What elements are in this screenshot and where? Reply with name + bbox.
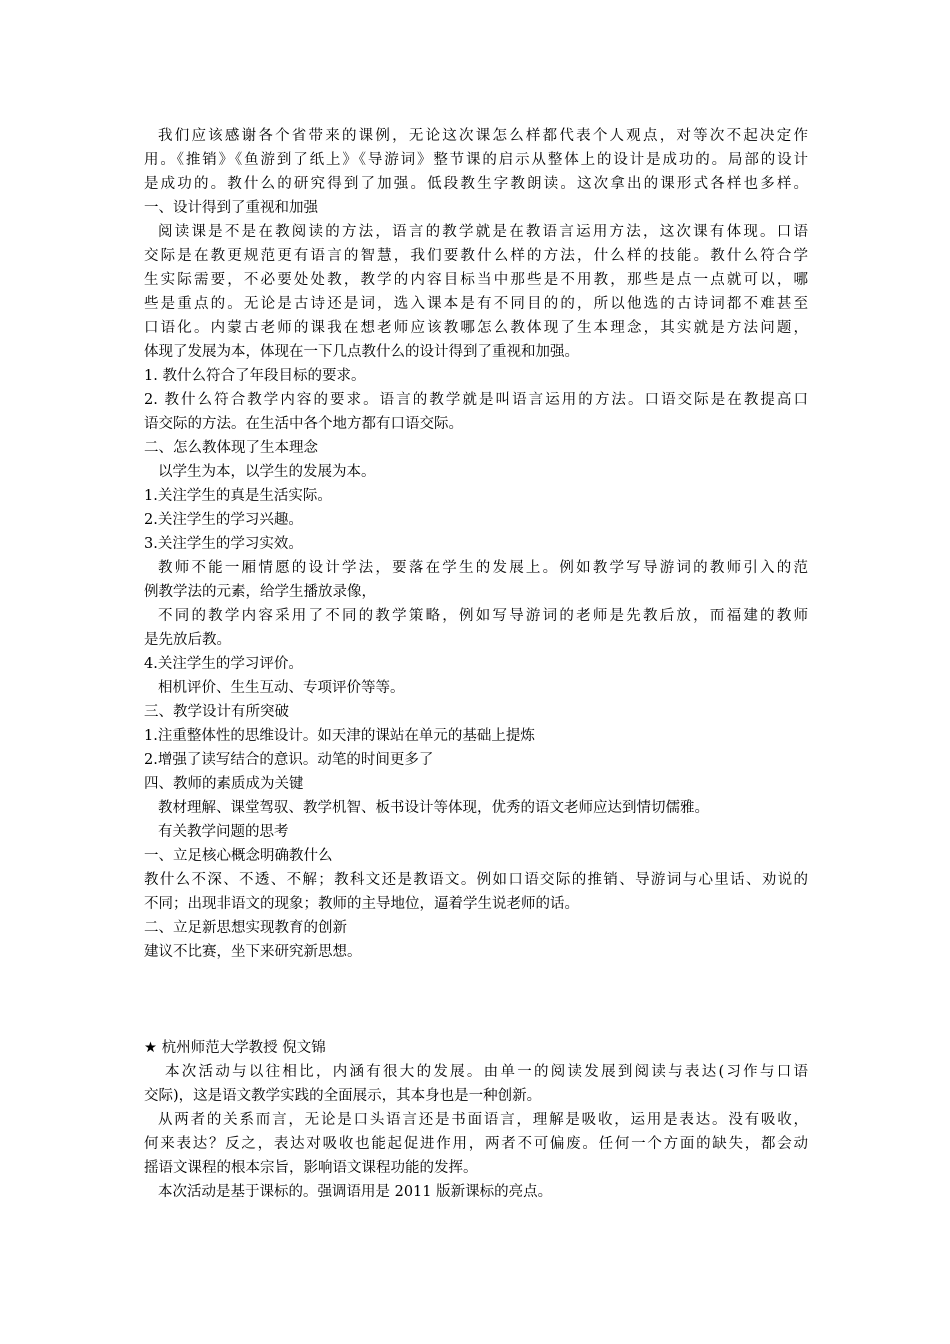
paragraph-line: 是成功的。教什么的研究得到了加强。低段教生字教朗读。这次拿出的课形式各样也多样。	[144, 176, 808, 192]
paragraph-line: 不同；出现非语文的现象；教师的主导地位，逼着学生说老师的话。	[144, 896, 579, 912]
paragraph-line: 何来表达？反之，表达对吸收也能起促进作用，两者不可偏废。任何一个方面的缺失，都会动	[144, 1136, 808, 1152]
paragraph-line: 我们应该感谢各个省带来的课例，无论这次课怎么样都代表个人观点，对等次不起决定作	[158, 128, 808, 144]
section-heading: 二、立足新思想实现教育的创新	[144, 920, 347, 936]
paragraph-line: 建议不比赛，坐下来研究新思想。	[144, 944, 362, 960]
list-item: 4.关注学生的学习评价。	[144, 656, 303, 672]
paragraph-line: 是先放后教。	[144, 632, 231, 648]
section-heading: 四、教师的素质成为关键	[144, 776, 304, 792]
paragraph-line: 摇语文课程的根本宗旨，影响语文课程功能的发挥。	[144, 1160, 478, 1176]
paragraph-line: 教师不能一厢情愿的设计学法，要落在学生的发展上。例如教学写导游词的教师引入的范	[158, 560, 808, 576]
subsection-heading: 有关教学问题的思考	[158, 824, 289, 840]
section-heading: 一、设计得到了重视和加强	[144, 200, 318, 216]
list-item: 1. 教什么符合了年段目标的要求。	[144, 368, 366, 384]
list-item: 2.增强了读写结合的意识。动笔的时间更多了	[144, 752, 434, 768]
paragraph-line: 教材理解、课堂驾驭、教学机智、板书设计等体现，优秀的语文老师应达到情切儒雅。	[158, 800, 709, 816]
paragraph-line: 本次活动是基于课标的。强调语用是 2011 版新课标的亮点。	[158, 1184, 553, 1200]
section-heading: 二、怎么教体现了生本理念	[144, 440, 318, 456]
paragraph-line: 本次活动与以往相比，内涵有很大的发展。由单一的阅读发展到阅读与表达(习作与口语	[165, 1064, 808, 1080]
paragraph-line: 阅读课是不是在教阅读的方法，语言的教学就是在教语言运用方法，这次课有体现。口语	[158, 224, 808, 240]
paragraph-line: 教什么不深、不透、不解；教科文还是教语文。例如口语交际的推销、导游词与心里话、劝说的	[144, 872, 808, 888]
paragraph-line: 口语化。内蒙古老师的课我在想老师应该教哪怎么教体现了生本理念，其实就是方法问题，	[144, 320, 808, 336]
paragraph-line: 例教学法的元素，给学生播放录像，	[144, 584, 376, 600]
paragraph-line: 生实际需要，不必要处处教，教学的内容目标当中那些是不用教，那些是点一点就可以，哪	[144, 272, 808, 288]
paragraph-line: 些是重点的。无论是古诗还是词，选入课本是有不同目的的，所以他选的古诗词都不难甚至	[144, 296, 808, 312]
paragraph-line: 不同的教学内容采用了不同的教学策略，例如写导游词的老师是先教后放，而福建的教师	[158, 608, 808, 624]
paragraph-line: 用。《推销》《鱼游到了纸上》《导游词》整节课的启示从整体上的设计是成功的。局部的设计	[144, 152, 808, 168]
list-item: 2.关注学生的学习兴趣。	[144, 512, 303, 528]
document-page	[144, 124, 808, 1204]
section-heading: 三、教学设计有所突破	[144, 704, 289, 720]
list-item: 3.关注学生的学习实效。	[144, 536, 303, 552]
paragraph-line: 交际是在教更规范更有语言的智慧，我们要教什么样的方法，什么样的技能。教什么符合学	[144, 248, 808, 264]
list-item: 1.关注学生的真是生活实际。	[144, 488, 332, 504]
list-item: 2. 教什么符合教学内容的要求。语言的教学就是叫语言运用的方法。口语交际是在教提高口	[144, 392, 808, 408]
paragraph-line: 以学生为本，以学生的发展为本。	[158, 464, 376, 480]
paragraph-line: 相机评价、生生互动、专项评价等等。	[158, 680, 405, 696]
speaker-heading: ★ 杭州师范大学教授 倪文锦	[144, 1040, 326, 1056]
paragraph-line: 语交际的方法。在生活中各个地方都有口语交际。	[144, 416, 463, 432]
paragraph-line: 交际)，这是语文教学实践的全面展示，其本身也是一种创新。	[144, 1088, 542, 1104]
blank-space	[144, 964, 808, 1036]
paragraph-line: 从两者的关系而言，无论是口头语言还是书面语言，理解是吸收，运用是表达。没有吸收，	[158, 1112, 808, 1128]
section-heading: 一、立足核心概念明确教什么	[144, 848, 333, 864]
paragraph-line: 体现了发展为本，体现在一下几点教什么的设计得到了重视和加强。	[144, 344, 579, 360]
list-item: 1.注重整体性的思维设计。如天津的课站在单元的基础上提炼	[144, 728, 535, 744]
